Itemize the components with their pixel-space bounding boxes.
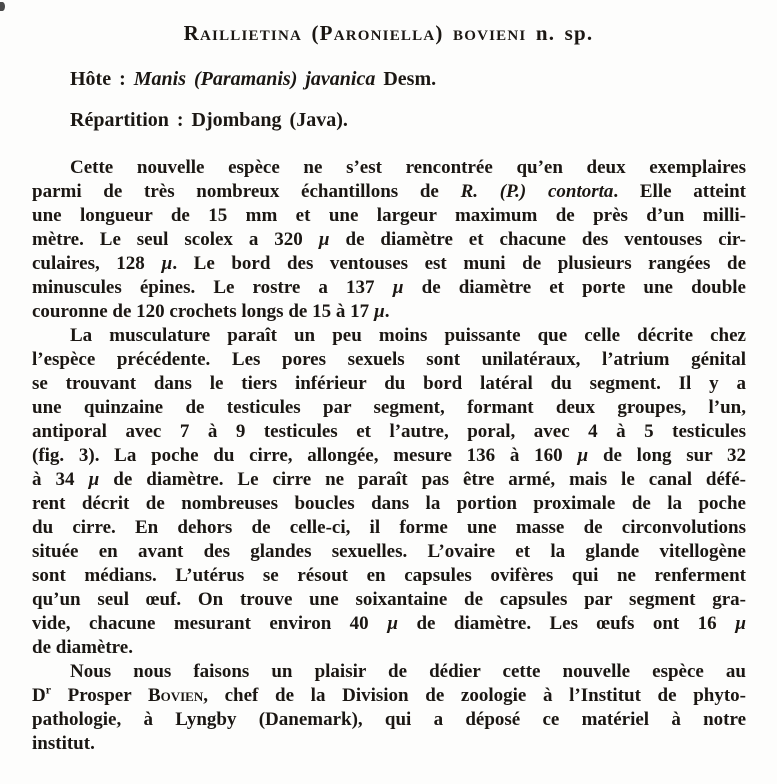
text-segment: couronne de 120 crochets longs de 15 à 17 µ. [32,301,390,322]
text-segment: du cirre. En dehors de celle-ci, il forme une masse de circonvolutions [32,517,746,538]
text-segment: pathologie, à Lyngby (Danemark), qui a déposé ce matériel à notre [32,709,746,730]
text-segment: D [32,685,46,706]
text-line [32,660,746,684]
text-segment: une longueur de 15 mm et une largeur maximum de près d’un milli- [32,205,746,226]
text-line [32,612,746,636]
host-line [70,68,436,91]
text-line [32,540,746,564]
text-segment: Répartition : Djombang (Java). [70,109,348,131]
text-segment: Desm. [375,68,437,90]
text-line [32,708,746,732]
text-segment: Prosper [50,685,148,706]
text-segment: l’espèce précédente. Les pores sexuels sont unilatéraux, l’atrium génital [32,349,746,370]
text-line [32,444,746,468]
text-line [32,492,746,516]
body-text [32,156,746,756]
italic-text: R. (P.) contorta [460,181,614,202]
text-segment: La musculature paraît un peu moins puissante que celle décrite chez [70,325,746,346]
text-segment: de diamètre. [32,637,133,658]
mu-symbol: µ [88,469,100,490]
text-segment: n. sp. [526,21,594,45]
text-segment: , chef de la Division de zoologie à l’Institut de phyto- [203,685,746,706]
text-segment: à 34 µ de diamètre. Le cirre ne paraît pas être armé, mais le canal défé- [32,469,746,490]
text-line [32,420,746,444]
text-line [32,300,746,324]
mu-symbol: µ [318,229,330,250]
text-segment: culaires, 128 µ. Le bord des ventouses est muni de plusieurs rangées de [32,253,746,274]
mu-symbol: µ [577,445,589,466]
text-segment: se trouvant dans le tiers inférieur du bord latéral du segment. Il y a [32,373,746,394]
text-segment: sont médians. L’utérus se résout en capsules ovifères qui ne renferment [32,565,746,586]
text-line [32,204,746,228]
text-segment: Cette nouvelle espèce ne s’est rencontrée qu’en deux exemplaires [70,157,746,178]
mu-symbol: µ [373,301,385,322]
text-line [32,372,746,396]
text-line [32,228,746,252]
small-caps-text: Bovien [147,685,204,706]
mu-symbol: µ [161,253,173,274]
mu-symbol: µ [735,613,746,634]
text-line [32,180,746,204]
small-caps-text: Raillietina (Paroniella) bovieni [183,21,527,45]
mu-symbol: µ [387,613,399,634]
text-line [32,156,746,180]
text-segment: institut. [32,733,95,754]
text-line [32,564,746,588]
species-title [0,21,777,46]
distribution-line [70,109,348,132]
text-segment: rent décrit de nombreuses boucles dans la portion proximale de la poche [32,493,746,514]
text-segment: . Elle atteint [613,181,746,202]
text-segment: Hôte : [70,68,134,90]
text-line [32,684,746,708]
text-line [32,588,746,612]
text-segment: parmi de très nombreux échantillons de [32,181,461,202]
text-line [32,732,746,756]
text-segment: qu’un seul œuf. On trouve une soixantaine de capsules par segment gra- [32,589,746,610]
paragraph [32,156,746,324]
text-segment: (fig. 3). La poche du cirre, allongée, mesure 136 à 160 µ de long sur 32 [32,445,746,466]
text-segment: antiporal avec 7 à 9 testicules et l’autre, poral, avec 4 à 5 testicules [32,421,746,442]
paragraph [32,324,746,660]
text-segment: mètre. Le seul scolex a 320 µ de diamètre et chacune des ventouses cir- [32,229,746,250]
text-segment: vide, chacune mesurant environ 40 µ de diamètre. Les œufs ont 16 µ [32,613,746,634]
text-segment: Nous nous faisons un plaisir de dédier cette nouvelle espèce au [70,661,746,682]
text-line [32,636,746,660]
text-line [32,468,746,492]
text-line [32,252,746,276]
italic-text: Manis (Paramanis) javanica [133,68,376,90]
text-line [32,396,746,420]
text-segment: une quinzaine de testicules par segment, formant deux groupes, l’un, [32,397,746,418]
text-line [32,516,746,540]
scan-artifact [0,2,5,11]
paragraph [32,660,746,756]
superscript-text: r [45,684,51,697]
text-line [32,276,746,300]
text-line [32,348,746,372]
text-segment: minuscules épines. Le rostre a 137 µ de diamètre et porte une double [32,277,746,298]
mu-symbol: µ [392,277,404,298]
text-line [32,324,746,348]
text-segment: située en avant des glandes sexuelles. L’ovaire et la glande vitellogène [32,541,746,562]
